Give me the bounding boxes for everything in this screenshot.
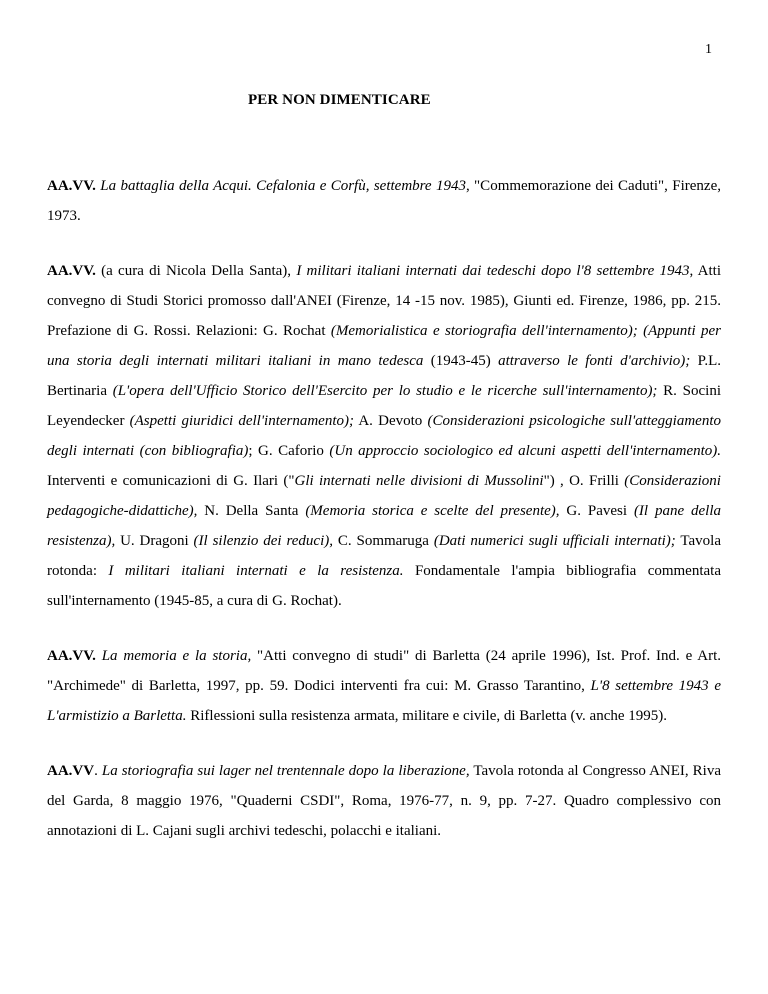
entry-title-italic: (Memorialistica e storiografia dell'internamento); (Appunti per una storia degli internati militari italiani in mano tedesca [47,323,721,369]
entry-text: Tavola rotonda al Congresso ANEI, Riva del Garda, 8 maggio 1976, "Quaderni CSDI", Roma, 1976-77, n. 9, pp. 7-27. Quadro complessivo con annotazioni di L. Cajani sugli archivi tedeschi, polacchi e italiani. [47,763,722,839]
bibliography-entry [47,256,721,616]
entry-text: A. Devoto [354,413,428,429]
entry-text: P.L. Bertinaria [47,353,721,399]
entry-text: ; G. Caforio [248,443,330,459]
entry-text: G. Pavesi [559,503,634,519]
entry-title-italic: La battaglia della Acqui. Cefalonia e Corfù, settembre 1943 [100,178,466,194]
entry-title-italic: (Un approccio sociologico ed alcuni aspetti dell'internamento). [329,443,722,459]
entry-text: U. Dragoni [115,533,194,549]
bibliography-entry [47,641,721,731]
entry-title-italic: I militari italiani internati e la resistenza. [108,563,404,579]
entry-text: Riflessioni sulla resistenza armata, militare e civile, di Barletta (v. anche 1995). [186,708,668,724]
entry-title-italic: La memoria e la storia, [101,648,252,664]
entry-text: Interventi e comunicazioni di G. Ilari (" [47,473,295,489]
page-number: 1 [705,42,712,57]
entry-text: C. Sommaruga [332,533,434,549]
entry-text: (1943-45) [423,353,499,369]
entry-text: ") , O. Frilli [543,473,625,489]
entry-text: R. Socini Leyendecker [47,383,721,429]
entry-text: , Atti convegno di Studi Storici promosso dall'ANEI (Firenze, 14 -15 nov. 1985), Giunti ed. Firenze, 1986, pp. 215. Prefazione di G. Rossi. Relazioni: G. Rochat [47,263,722,339]
entry-title-italic: (Il silenzio dei reduci), [193,533,333,549]
entry-text: Tavola rotonda: [47,533,721,579]
entry-author: AA.VV. [47,178,96,194]
entry-title-italic: (Considerazioni psicologiche sull'atteggiamento degli internati (con bibliografia) [47,413,721,459]
entry-text: , "Commemorazione dei Caduti", Firenze, 1973. [47,178,721,224]
entry-text: "Atti convegno di studi" di Barletta (24 aprile 1996), Ist. Prof. Ind. e Art. "Archimede" di Barletta, 1997, pp. 59. Dodici interventi fra cui: M. Grasso Tarantino, [47,648,721,694]
entry-title-italic: (Memoria storica e scelte del presente), [305,503,560,519]
entry-text: Fondamentale l'ampia bibliografia commentata sull'internamento (1945-85, a cura di G. Rochat). [47,563,721,609]
entry-title-italic: Gli internati nelle divisioni di Mussolini [294,473,544,489]
bibliography-entry [47,756,721,846]
entry-title-italic: La storiografia sui lager nel trentennale dopo la liberazione, [101,763,470,779]
entry-text: . [94,763,102,779]
bibliography-entry [47,171,721,231]
entry-author: AA.VV [47,763,95,779]
entry-author: AA.VV. [47,263,96,279]
entry-title-italic: L'8 settembre 1943 e L'armistizio a Barletta. [47,678,721,724]
entry-author: AA.VV. [47,648,96,664]
entry-title-italic: (Considerazioni pedagogiche-didattiche), [47,473,721,519]
bibliography-list [47,171,721,871]
entry-title-italic: (Dati numerici sugli ufficiali internati); [433,533,676,549]
entry-title-italic: (Aspetti giuridici dell'internamento); [129,413,354,429]
entry-title-italic: I militari italiani internati dai tedeschi dopo l'8 settembre 1943 [296,263,690,279]
entry-title-italic: (L'opera dell'Ufficio Storico dell'Esercito per lo studio e le ricerche sull'internamento); [112,383,658,399]
entry-title-italic: (Il pane della resistenza), [47,503,722,549]
entry-text: N. Della Santa [197,503,306,519]
entry-text: (a cura di Nicola Della Santa), [95,263,297,279]
page-title: PER NON DIMENTICARE [248,92,431,108]
entry-title-italic: attraverso le fonti d'archivio); [498,353,691,369]
